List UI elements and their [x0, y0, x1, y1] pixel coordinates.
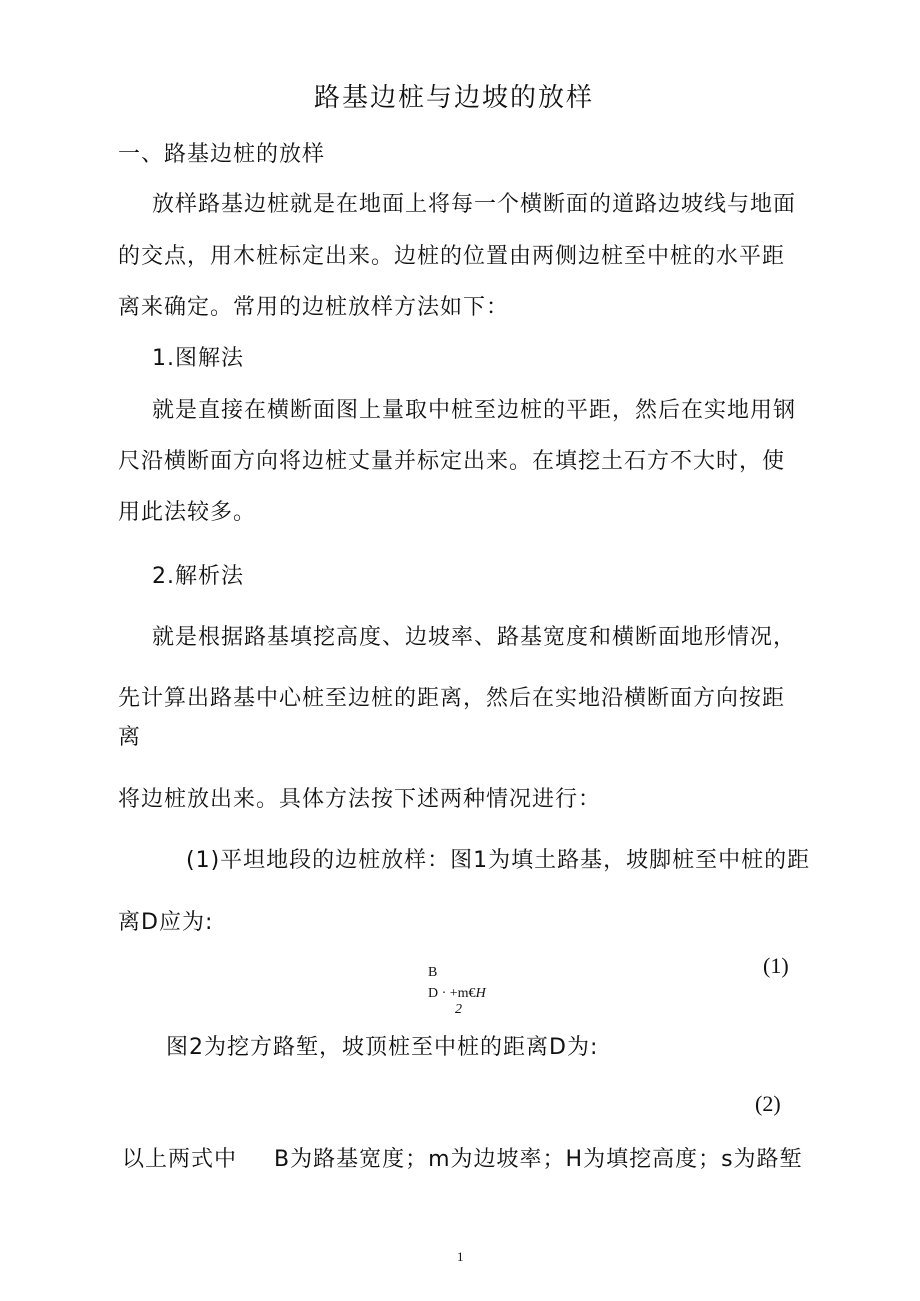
paragraph-line: 将边桩放出来。具体方法按下述两种情况进行：	[118, 787, 602, 812]
method-heading: 2.解析法	[152, 564, 244, 589]
paragraph-line: 用此法较多。	[118, 500, 257, 525]
paragraph-line: 尺沿横断面方向将边桩丈量并标定出来。在填挖土石方不大时，使	[118, 449, 786, 474]
paragraph-line: 就是直接在横断面图上量取中桩至边桩的平距，然后在实地用钢	[152, 398, 797, 423]
formula-numerator: B	[428, 965, 438, 980]
formula-denominator-text: 2	[455, 1002, 462, 1017]
paragraph-line: 就是根据路基填挖高度、边坡率、路基宽度和横断面地形情况，	[152, 625, 797, 650]
page-title: 路基边桩与边坡的放样	[314, 83, 595, 113]
paragraph-line: 放样路基边桩就是在地面上将每一个横断面的道路边坡线与地面	[152, 192, 797, 217]
paragraph-line: 离来确定。常用的边桩放样方法如下：	[118, 295, 510, 320]
equation-number: (2)	[755, 1091, 781, 1116]
paragraph-line: 离D应为:	[118, 910, 214, 935]
case-heading: (1)平坦地段的边桩放样：图1为填土路基，坡脚桩至中桩的距	[186, 848, 811, 873]
equation-number: (1)	[763, 953, 789, 978]
paragraph-line: 图2为挖方路堑，坡顶桩至中桩的距离D为:	[166, 1035, 599, 1060]
definitions-lead: 以上两式中	[122, 1147, 238, 1172]
formula-variable: H	[475, 986, 486, 1001]
paragraph-line: 的交点，用木桩标定出来。边桩的位置由两侧边桩至中桩的水平距	[118, 244, 786, 269]
paragraph-line: 先计算出路基中心桩至边桩的距离，然后在实地沿横断面方向按距	[118, 686, 786, 711]
formula-main	[428, 986, 486, 1002]
definitions-text: B为路基宽度；m为边坡率；H为填挖高度；s为路堑	[274, 1147, 803, 1172]
section-heading: 一、路基边桩的放样	[118, 142, 326, 167]
formula-main-text: D · +m€	[428, 986, 476, 1001]
page-number: 1	[457, 1249, 464, 1264]
method-heading: 1.图解法	[152, 346, 244, 371]
formula-denominator	[455, 1002, 462, 1018]
paragraph-line: 离	[118, 725, 142, 750]
